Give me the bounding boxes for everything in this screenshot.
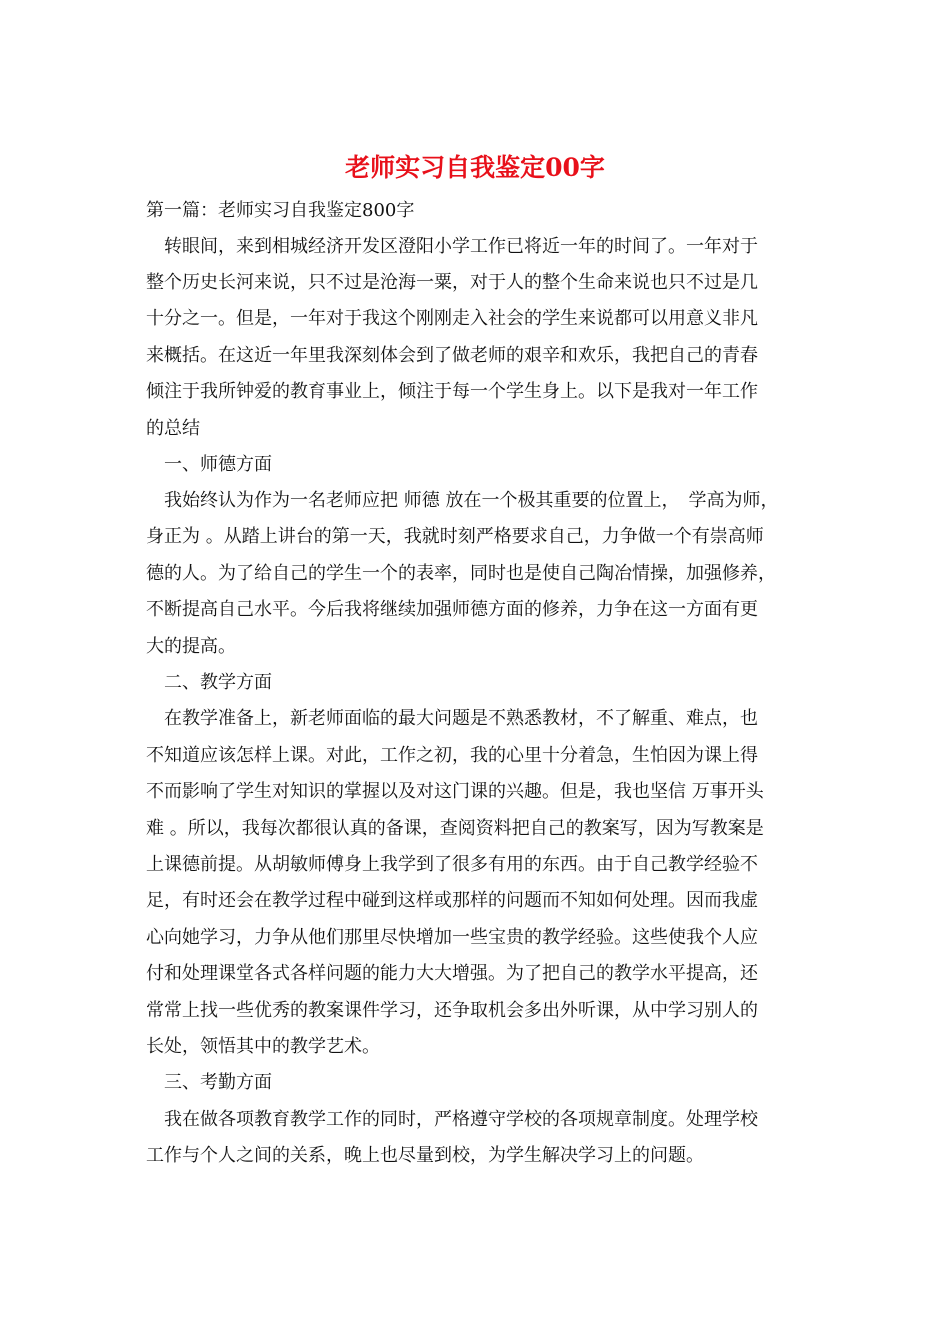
article-heading: 第一篇：老师实习自我鉴定800字 — [146, 200, 415, 221]
paragraph-line: 难 。所以，我每次都很认真的备课，查阅资料把自己的教案写，因为写教案是 — [146, 818, 764, 839]
paragraph-line: 身正为 。从踏上讲台的第一天，我就时刻严格要求自己，力争做一个有崇高师 — [146, 526, 764, 547]
paragraph-line: 工作与个人之间的关系，晚上也尽量到校，为学生解决学习上的问题。 — [146, 1145, 704, 1166]
paragraph-line: 心向她学习，力争从他们那里尽快增加一些宝贵的教学经验。这些使我个人应 — [146, 927, 758, 948]
paragraph-line: 付和处理课堂各式各样问题的能力大大增强。为了把自己的教学水平提高，还 — [146, 963, 758, 984]
paragraph-line: 常常上找一些优秀的教案课件学习，还争取机会多出外听课，从中学习别人的 — [146, 1000, 758, 1021]
paragraph-line: 足，有时还会在教学过程中碰到这样或那样的问题而不知如何处理。因而我虚 — [146, 890, 758, 911]
paragraph-line: 上课德前提。从胡敏师傅身上我学到了很多有用的东西。由于自己教学经验不 — [146, 854, 758, 875]
paragraph-line: 的总结 — [146, 418, 200, 439]
paragraph-line: 转眼间，来到相城经济开发区澄阳小学工作已将近一年的时间了。一年对于 — [146, 236, 758, 257]
paragraph-line: 我始终认为作为一名老师应把 师德 放在一个极其重要的位置上， 学高为师， — [146, 490, 779, 511]
paragraph-line: 十分之一。但是，一年对于我这个刚刚走入社会的学生来说都可以用意义非凡 — [146, 308, 758, 329]
paragraph-line: 不断提高自己水平。今后我将继续加强师德方面的修养，力争在这一方面有更 — [146, 599, 758, 620]
paragraph-line: 在教学准备上，新老师面临的最大问题是不熟悉教材，不了解重、难点，也 — [146, 708, 758, 729]
paragraph-line: 大的提高。 — [146, 636, 236, 657]
paragraph-line: 倾注于我所钟爱的教育事业上，倾注于每一个学生身上。以下是我对一年工作 — [146, 381, 758, 402]
section-heading: 三、考勤方面 — [146, 1072, 272, 1093]
document-title: 老师实习自我鉴定00字 — [345, 153, 605, 182]
paragraph-line: 德的人。为了给自己的学生一个的表率，同时也是使自己陶冶情操，加强修养， — [146, 563, 776, 584]
paragraph-line: 不知道应该怎样上课。对此，工作之初，我的心里十分着急，生怕因为课上得 — [146, 745, 758, 766]
paragraph-line: 不而影响了学生对知识的掌握以及对这门课的兴趣。但是，我也坚信 万事开头 — [146, 781, 764, 802]
section-heading: 一、师德方面 — [146, 454, 272, 475]
paragraph-line: 整个历史长河来说，只不过是沧海一粟，对于人的整个生命来说也只不过是几 — [146, 272, 758, 293]
section-heading: 二、教学方面 — [146, 672, 272, 693]
paragraph-line: 我在做各项教育教学工作的同时，严格遵守学校的各项规章制度。处理学校 — [146, 1109, 758, 1130]
paragraph-line: 长处，领悟其中的教学艺术。 — [146, 1036, 380, 1057]
paragraph-line: 来概括。在这近一年里我深刻体会到了做老师的艰辛和欢乐，我把自己的青春 — [146, 345, 758, 366]
